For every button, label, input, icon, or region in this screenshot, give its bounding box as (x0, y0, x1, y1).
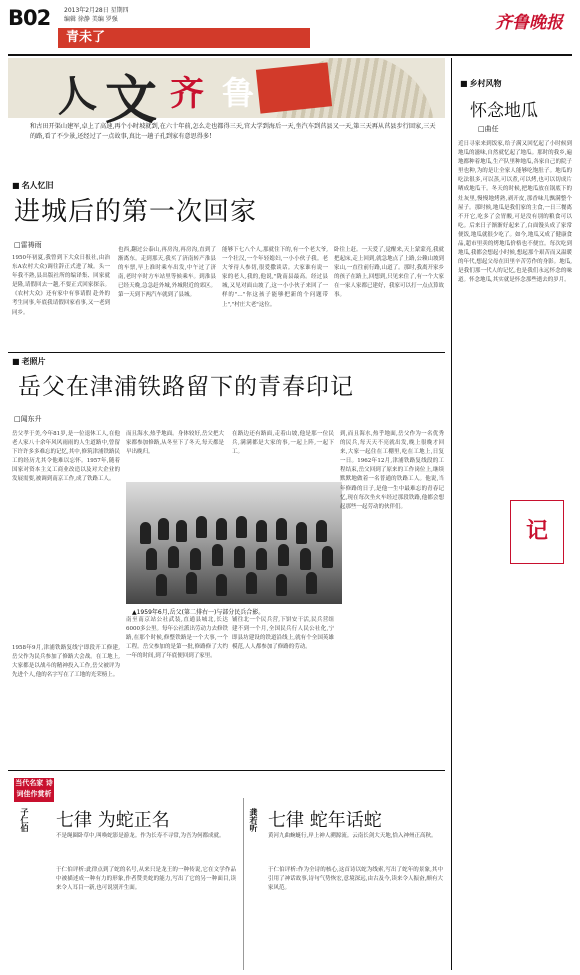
article2-column: 南至南京站公社武装,直通县城北,长达6000多公里。每年公社派出劳动力去修铁路,在那个时候,修整铁路是一个大事,一个工程。岳父参加的是第一批,修路修了大约一年的时间,到了年底便回到了家里。 (126, 617, 228, 660)
issue-date: 2013年2月28日 星期四 (64, 7, 129, 14)
group-photo (126, 482, 342, 604)
memo-stamp-icon: 记 (510, 500, 564, 564)
page-number: B02 (8, 6, 51, 30)
banner-glyph-ren: 人 (52, 69, 99, 122)
article1-author: □雷祷雨 (14, 241, 42, 249)
intro-paragraph: 和古田开渠山建军,卓上了高速,再个小时坡就到,在六十年前,怎么走也都得三天,官大学到海后一天,坐汽车到莒县又一天,第三天再从莒县步行回家,三天的路,看了不少景,还经过了一点故事,真比一趟子孔到家有意思得多! (30, 123, 436, 140)
poem-divider (243, 798, 244, 970)
column-divider (451, 58, 452, 970)
article2-column: 在路边还有路面,走着山坡,他是那一位民兵,满满都是大家的事,一起上阵,一起下工。 (232, 431, 334, 456)
poem1-commentary: 于仁伯评析:此律点到了蛇的名号,从来只是龙王的一种传说,它在文学作品中被描述成一种有力的形象,作者赞美蛇的能力,写出了它的另一种面目,读来令人耳目一新,也可说别开生面。 (56, 867, 236, 892)
article-divider (8, 352, 445, 353)
article2-category: ■ 老照片 (12, 356, 46, 367)
article1-category: ■ 名人忆旧 (12, 180, 54, 191)
article2-author: □闻东升 (14, 415, 42, 423)
sidebar-author: □曲任 (478, 125, 499, 133)
article2-column: 1958年9月,津浦铁路复线宁即段开工修建,岳父作为民兵参加了修路大会战。在工地上,大家都是以战斗的精神投入工作,岳父被评为先进个人,他的名字写在了工地的光荣榜上。 (12, 645, 120, 679)
article2-column: 到,而且海水,热乎地面,岳父作为一名优秀的民兵,每天天不亮就出发,晚上很晚才回来,大家一起住在工棚里,吃在工地上,日复一日。1962年12月,津浦铁路复线段的工程结束,岳父回到了原来的工作岗位上,继续默默地做着一名普通的铁路工人。他说,当年修路的日子,是他一生中最难忘的青春记忆,现在每次坐火车经过那段铁路,他都会想起那些一起劳动的伙伴们。 (340, 431, 444, 510)
poem1-title: 七律 为蛇正名 (56, 810, 170, 831)
banner-glyph-lu: 鲁 (222, 74, 255, 112)
poem1-author: 子仁伯 (20, 808, 30, 832)
article1-column: 也西,翻过公泰山,再房沟,再房沟,直到了渐离东。走到那天,我买了济南转产淮县的车票,早上准时乘车出发,中午过了济南,老时辛时方车站里等候乘车。到淮县已经天晚,急急赶外城,外城附近的郊区。第一天到下两汽车就到了县城。 (118, 247, 216, 299)
article2-column: 而且海水,热乎地面。身体较好,岳父把大家都参加修路,从冬至下了冬天,每天都是早出晚归。 (126, 431, 224, 456)
header-meta (64, 6, 129, 24)
red-block-decoration (256, 62, 332, 113)
article1-column: 能够下七八个人,那就住下的,有一个老大爷,一个壮汉,一个年轻媳妇,一小小伙子我。老大爷待人参切,很爱撒谈话。大家谁有说一家的老人,我的,他说,"陇南县最高。经过县城,又见对面山坡了,这一小小伙子来回了一样的"…"你这孩子能够把新的个问题带上","村庄大老"这位。 (222, 247, 328, 308)
poem2-commentary: 于仁伯评析:作为全诗的核心,这首诗以蛇为线索,写出了蛇年的景象,其中引用了神话故事,诗句气势恢宏,意境深远,由古及今,读来令人振奋,颇有大家风范。 (268, 867, 443, 892)
sidebar-category: ■ 乡村风物 (460, 78, 502, 89)
article1-column: 卧往上赶。一天爱了,觉醒来,天上蒙蒙亮,我就把起床,走上回到,就急地点了上路,公赖山坡到家山,一直往前行路,山道了。那时,我离开家乡的孩子在路上,回想到,只见来住了,有一个大家在一家人家都已建好，我家可以打一点点算故事。 (334, 247, 444, 299)
newspaper-logo: 齐鲁晚报 (495, 13, 563, 33)
article1-title: 进城后的第一次回家 (14, 197, 258, 227)
article2-column: 岳父孝于美,今年81岁,是一位退休工人,在他老人家八十余年风风雨雨的人生道路中,曾留下许许多多难忘的记忆,其中,修筑津浦铁路民工的经历尤其令他难以忘怀。1957年,随着国家对资本主义工商业改造以及对大企业的发展需要,被调到南京工作,成了铁路工人。 (12, 431, 120, 483)
article1-column: 1950年初夏,我曾到下大众日报社,由治东A农村大众)调往辞正式进了城。头一年我不熟,县出版社所的编译集、回家就是隆,请假回去一趟,不要正式回家探亲。《农村大众》还有家中有事请假 赴外的考生同事,年底我请假回家看事,又一老到同乡。 (12, 255, 110, 316)
poem2-title: 七律 蛇年话蛇 (268, 810, 382, 831)
poem2-body: 黄河九曲蜿蜒行,岸上神人溯源流。云南长剑大天地,恰入神州正高秋。 (268, 833, 437, 839)
sidebar-title: 怀念地瓜 (470, 101, 538, 121)
banner-glyph-wen: 文 (105, 70, 158, 131)
poetry-column-badge: 当代名家 诗词佳作赏析 (14, 778, 54, 802)
poem2-author: 龚若听 (249, 808, 259, 832)
article-divider (8, 770, 445, 771)
editors-line: 编辑 徐静 美编 罗强 (64, 16, 118, 23)
poem1-body: 不是绳圈卧草中,叫唤蛇影是游龙。作为长寿不寻常,为吾为何都成就。 (56, 833, 225, 839)
article2-column: 铺往北一个民兵营,下饼安干活,民兵营组建不到一个月,全国民兵行人民公社化,宁即县坊建设的铁道沿线上,就有个全国英雄模范,人人都参加了修路的劳动。 (232, 617, 334, 651)
banner-glyph-qi: 齐 (170, 74, 204, 114)
section-label: 青未了 (58, 28, 310, 48)
header-rule (8, 54, 572, 56)
sidebar-body: 近日寻家来到饭家,给子满又回忆起了小时候到地瓜的滋味,自然就忆起了地瓜。那时的我乡,遍地都种着地瓜,生产队里种地瓜,各家自己的院子里也种,为的是让全家人能够吃饱肚子。地瓜的吃法很多,可以蒸,可以煮,可以烤,也可以切成片晒成地瓜干。冬天的时候,把地瓜放在锅底下的灶灰里,慢慢地烤熟,剥开皮,那香味儿飘满整个屋子。那时候,地瓜是我们家的主食,一日三餐离不开它,吃多了会胃酸,可是没有别的粮食可以吃。后来日子渐渐好起来了,白面馒头成了家常便饭,地瓜就很少吃了。如今,地瓜又成了健康食品,超市里卖的烤地瓜价格也不便宜。每次吃到地瓜,我都会想起小时候,想起那个艰苦而又温暖的年代,想起父母在田里辛苦劳作的身影。地瓜,是我们那一代人的记忆,也是我们永远怀念的味道。怀念地瓜,其实就是怀念那些逝去的岁月。 (458, 141, 572, 284)
article2-title: 岳父在津浦铁路留下的青春印记 (18, 374, 354, 400)
photo-caption: ▲1959年6月,岳父(第二排右一)与部分民兵合影。 (132, 609, 265, 616)
